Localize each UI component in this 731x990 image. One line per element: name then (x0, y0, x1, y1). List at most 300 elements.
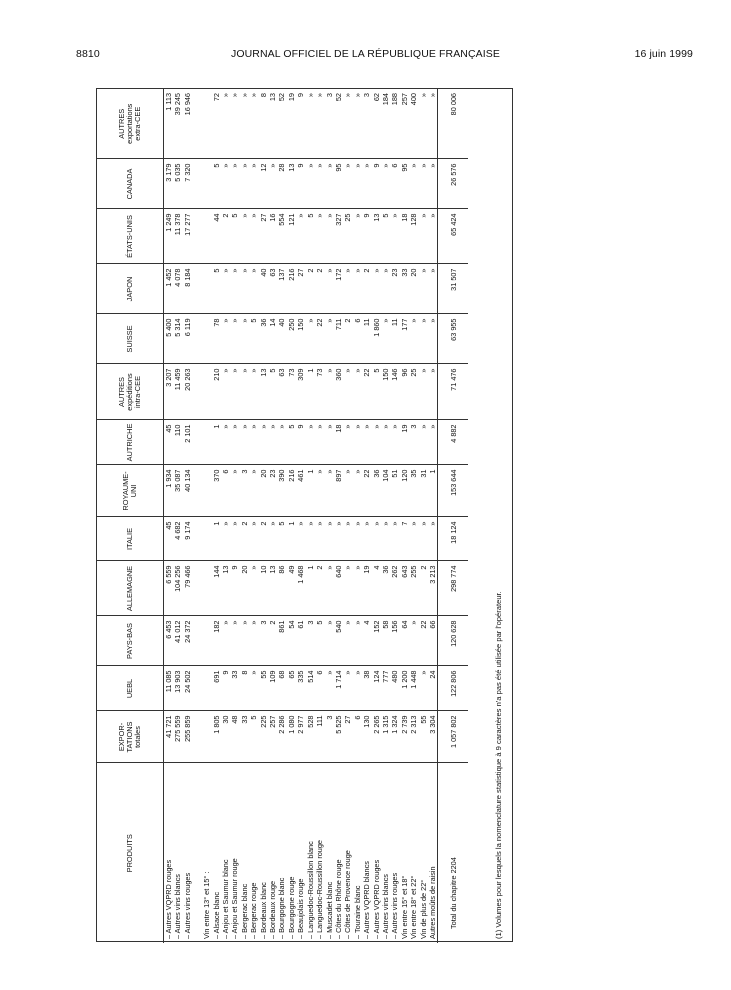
product-cell: Vin entre 15° et 18° (399, 875, 409, 939)
value-cell: 55 (259, 666, 268, 711)
value-cell: 897 (334, 465, 343, 517)
value-cell: » (353, 517, 362, 561)
value-cell: 257 (400, 89, 409, 159)
value-cell: 2 (419, 561, 428, 616)
value-cell: 11 459 (173, 364, 182, 420)
value-cell (202, 420, 211, 465)
value-cell: » (249, 561, 258, 616)
value-cell: » (325, 159, 334, 209)
value-cell: 150 (296, 314, 305, 364)
value-cell: » (409, 159, 418, 209)
value-cell: » (419, 89, 428, 159)
value-cell: 23 (390, 264, 399, 314)
value-cell: » (315, 517, 324, 561)
value-cell: 2 739 (400, 711, 409, 763)
value-cell: » (315, 89, 324, 159)
value-cell: 1 934 (164, 465, 174, 517)
value-cell: 3 (362, 89, 371, 159)
value-cell: » (268, 159, 277, 209)
value-cell: 41 012 (173, 616, 182, 666)
table-row (259, 89, 268, 943)
value-cell: 5 (212, 159, 221, 209)
table-row (353, 89, 362, 943)
value-cell: » (249, 89, 258, 159)
value-cell: 5 (381, 209, 390, 264)
value-cell: 691 (212, 666, 221, 711)
value-cell: 5 (372, 364, 381, 420)
value-cell: 2 265 (372, 711, 381, 763)
value-cell (202, 159, 211, 209)
value-cell: 63 (268, 264, 277, 314)
value-cell: 16 946 (183, 89, 192, 159)
value-cell: 216 (287, 264, 296, 314)
value-cell: » (343, 159, 352, 209)
value-cell: 309 (296, 364, 305, 420)
value-cell: 2 101 (183, 420, 192, 465)
value-cell: » (221, 420, 230, 465)
value-cell: 184 (381, 89, 390, 159)
value-cell: 36 (259, 314, 268, 364)
value-cell: 19 (400, 420, 409, 465)
product-cell: – Anjou et Saumur blanc (221, 859, 231, 939)
value-cell: 33 (240, 711, 249, 763)
table-row (306, 89, 315, 943)
value-cell: 33 (230, 666, 239, 711)
value-cell: 61 (296, 616, 305, 666)
table-row (240, 89, 249, 943)
value-cell: 5 400 (164, 314, 174, 364)
value-cell: 35 087 (173, 465, 182, 517)
value-cell: » (221, 159, 230, 209)
value-cell: 250 (287, 314, 296, 364)
value-cell: » (240, 209, 249, 264)
value-cell: 33 (400, 264, 409, 314)
value-cell: 104 256 (173, 561, 182, 616)
table-row (268, 89, 277, 943)
product-cell: – Autres vins rouges (182, 872, 192, 939)
value-cell: 45 (164, 420, 174, 465)
product-cell: – Autres VQPRD rouges (164, 859, 173, 939)
value-cell: 1 (306, 465, 315, 517)
product-cell: – Autres vins blancs (173, 874, 183, 939)
value-cell: » (372, 264, 381, 314)
value-cell: 9 (221, 666, 230, 711)
table-row (362, 89, 371, 943)
value-cell: 152 (372, 616, 381, 666)
value-cell: 8 (240, 666, 249, 711)
value-cell: 2 (240, 517, 249, 561)
value-cell: 182 (212, 616, 221, 666)
value-cell: 861 (277, 616, 286, 666)
value-cell: » (428, 517, 438, 561)
column-header: ITALIE (97, 517, 164, 561)
value-cell: 5 035 (173, 159, 182, 209)
table-row (249, 89, 258, 943)
value-cell: » (240, 420, 249, 465)
table-header-row (97, 89, 164, 943)
value-cell (192, 666, 202, 711)
value-cell: » (343, 465, 352, 517)
product-cell: – Bordeaux blanc (258, 882, 268, 939)
value-cell: 137 (277, 264, 286, 314)
value-cell: 643 (400, 561, 409, 616)
value-cell: » (353, 616, 362, 666)
value-cell: » (428, 89, 438, 159)
value-cell: 4 682 (173, 517, 182, 561)
value-cell: » (240, 616, 249, 666)
value-cell: 20 (409, 264, 418, 314)
total-label: Total du chapitre 2204 (438, 763, 469, 943)
value-cell: 1 805 (212, 711, 221, 763)
value-cell: 777 (381, 666, 390, 711)
value-cell: » (306, 420, 315, 465)
value-cell: 1 468 (296, 561, 305, 616)
column-header: AUTRES exportations extra-CEE (97, 89, 164, 159)
value-cell: » (268, 420, 277, 465)
value-cell (202, 209, 211, 264)
value-cell: 121 (287, 209, 296, 264)
value-cell: 5 (249, 711, 258, 763)
value-cell: 48 (230, 711, 239, 763)
table-row (192, 89, 202, 943)
value-cell: » (390, 420, 399, 465)
value-cell: 5 314 (173, 314, 182, 364)
value-cell (192, 264, 202, 314)
journal-title: JOURNAL OFFICIEL DE LA RÉPUBLIQUE FRANÇAISE (231, 48, 500, 60)
table-row (372, 89, 381, 943)
value-cell: » (428, 420, 438, 465)
value-cell: 3 (259, 616, 268, 666)
value-cell: 640 (334, 561, 343, 616)
value-cell: 216 (287, 465, 296, 517)
table-row (221, 89, 230, 943)
value-cell: 9 (296, 89, 305, 159)
value-cell: » (249, 616, 258, 666)
column-header: UEBL (97, 666, 164, 711)
value-cell: 6 119 (183, 314, 192, 364)
product-cell: – Côtes du Rhône rouge (333, 859, 343, 939)
value-cell: 54 (287, 616, 296, 666)
value-cell: 146 (390, 364, 399, 420)
value-cell: 172 (334, 264, 343, 314)
value-cell (192, 314, 202, 364)
value-cell: 11 378 (173, 209, 182, 264)
value-cell: 19 (287, 89, 296, 159)
product-cell: – Languedoc-Roussillon blanc (305, 841, 315, 939)
value-cell (202, 666, 211, 711)
value-cell: 360 (334, 364, 343, 420)
value-cell: » (419, 517, 428, 561)
value-cell: 124 (372, 666, 381, 711)
value-cell: 38 (362, 666, 371, 711)
value-cell (202, 364, 211, 420)
value-cell: » (343, 666, 352, 711)
value-cell: » (325, 209, 334, 264)
value-cell (202, 264, 211, 314)
value-cell: 1 200 (400, 666, 409, 711)
value-cell: 58 (381, 616, 390, 666)
value-cell: 1 (306, 561, 315, 616)
value-cell: 2 (315, 561, 324, 616)
value-cell: » (419, 666, 428, 711)
value-cell: 109 (268, 666, 277, 711)
value-cell: » (221, 616, 230, 666)
value-cell: » (353, 465, 362, 517)
value-cell: 1 249 (164, 209, 174, 264)
page-number: 8810 (76, 48, 100, 60)
table-row (325, 89, 334, 943)
value-cell: » (353, 209, 362, 264)
product-cell: – Muscadet blanc (324, 881, 334, 939)
value-cell: 3 207 (164, 364, 174, 420)
value-cell: » (221, 364, 230, 420)
value-cell: » (428, 209, 438, 264)
value-cell: 45 (164, 517, 174, 561)
value-cell: 3 179 (164, 159, 174, 209)
value-cell: » (390, 517, 399, 561)
value-cell: 120 (400, 465, 409, 517)
value-cell: 20 (240, 561, 249, 616)
value-cell: » (343, 264, 352, 314)
value-cell: » (249, 420, 258, 465)
total-value: 4 882 (438, 420, 469, 465)
value-cell: 95 (400, 159, 409, 209)
value-cell: 514 (306, 666, 315, 711)
table-row (173, 89, 182, 943)
value-cell: 4 (362, 616, 371, 666)
value-cell: 554 (277, 209, 286, 264)
product-cell: Vin entre 18° et 22° (409, 875, 419, 939)
value-cell: » (390, 209, 399, 264)
value-cell: » (428, 364, 438, 420)
value-cell: 22 (362, 364, 371, 420)
value-cell: 188 (390, 89, 399, 159)
value-cell: 2 (306, 264, 315, 314)
value-cell: 55 (419, 711, 428, 763)
value-cell: 17 277 (183, 209, 192, 264)
value-cell: 5 (230, 209, 239, 264)
value-cell: » (221, 89, 230, 159)
value-cell: 6 (315, 666, 324, 711)
value-cell: » (230, 364, 239, 420)
value-cell: » (259, 420, 268, 465)
value-cell: 1 113 (164, 89, 174, 159)
value-cell: 86 (277, 561, 286, 616)
value-cell: » (325, 517, 334, 561)
value-cell: 41 721 (164, 711, 174, 763)
value-cell: 51 (390, 465, 399, 517)
value-cell: » (343, 89, 352, 159)
value-cell: 35 (409, 465, 418, 517)
value-cell: 13 903 (173, 666, 182, 711)
value-cell: 177 (400, 314, 409, 364)
value-cell: » (353, 364, 362, 420)
value-cell: 23 (268, 465, 277, 517)
export-table (97, 89, 468, 943)
value-cell: » (325, 314, 334, 364)
value-cell: » (381, 159, 390, 209)
value-cell: 6 559 (164, 561, 174, 616)
value-cell: 262 (390, 561, 399, 616)
total-value: 153 644 (438, 465, 469, 517)
value-cell: 11 (390, 314, 399, 364)
table-row (343, 89, 352, 943)
value-cell: 40 134 (183, 465, 192, 517)
value-cell: 255 859 (183, 711, 192, 763)
value-cell: 25 (343, 209, 352, 264)
value-cell: » (428, 314, 438, 364)
value-cell: 24 502 (183, 666, 192, 711)
value-cell: » (419, 209, 428, 264)
value-cell: 63 (277, 364, 286, 420)
value-cell: 18 (334, 420, 343, 465)
value-cell: 13 (221, 561, 230, 616)
value-cell: 6 (353, 314, 362, 364)
value-cell: 24 (428, 666, 438, 711)
value-cell: » (372, 420, 381, 465)
total-value: 122 806 (438, 666, 469, 711)
value-cell: 13 (287, 159, 296, 209)
value-cell: » (268, 517, 277, 561)
value-cell: » (372, 517, 381, 561)
table-row (164, 89, 174, 943)
product-cell: – Bourgogne rouge (286, 876, 296, 939)
value-cell: 1 324 (390, 711, 399, 763)
value-cell: 11 085 (164, 666, 174, 711)
value-cell: 3 (306, 616, 315, 666)
column-header: AUTRICHE (97, 420, 164, 465)
value-cell: » (419, 420, 428, 465)
value-cell: 9 (296, 159, 305, 209)
table-row (400, 89, 409, 943)
value-cell: » (240, 314, 249, 364)
value-cell (202, 314, 211, 364)
value-cell (192, 517, 202, 561)
value-cell: 68 (277, 666, 286, 711)
value-cell: » (296, 517, 305, 561)
column-header: SUISSE (97, 314, 164, 364)
table-row (183, 89, 192, 943)
value-cell: » (334, 517, 343, 561)
value-cell: 5 (277, 517, 286, 561)
rotated-table-frame (96, 88, 513, 942)
product-cell: – Languedoc-Roussillon rouge (315, 840, 325, 939)
value-cell: 5 (268, 364, 277, 420)
value-cell: 6 453 (164, 616, 174, 666)
value-cell: 128 (409, 209, 418, 264)
value-cell: 111 (315, 711, 324, 763)
value-cell: 18 (400, 209, 409, 264)
table-row (428, 89, 438, 943)
value-cell: 66 (428, 616, 438, 666)
publication-date: 16 juin 1999 (634, 48, 693, 60)
total-value: 1 057 802 (438, 711, 469, 763)
value-cell: 210 (212, 364, 221, 420)
value-cell: » (325, 666, 334, 711)
value-cell: » (419, 364, 428, 420)
value-cell: 255 (409, 561, 418, 616)
value-cell: » (381, 314, 390, 364)
value-cell: 52 (277, 89, 286, 159)
value-cell: » (240, 364, 249, 420)
value-cell: » (230, 420, 239, 465)
value-cell (192, 616, 202, 666)
value-cell: 1 080 (287, 711, 296, 763)
value-cell: » (249, 517, 258, 561)
value-cell: » (428, 159, 438, 209)
value-cell: 1 (212, 517, 221, 561)
value-cell: » (353, 561, 362, 616)
value-cell: 19 (362, 561, 371, 616)
product-cell: – Autres vins blancs (380, 874, 390, 939)
value-cell: 22 (315, 314, 324, 364)
product-cell: Vin entre 13° et 15° : (202, 871, 212, 939)
value-cell: 1 (306, 364, 315, 420)
value-cell: » (306, 89, 315, 159)
table-row (296, 89, 305, 943)
value-cell: » (362, 420, 371, 465)
value-cell: » (343, 517, 352, 561)
value-cell: 2 (259, 517, 268, 561)
value-cell: » (381, 517, 390, 561)
value-cell: 6 (390, 159, 399, 209)
value-cell (192, 159, 202, 209)
value-cell: 9 (296, 420, 305, 465)
value-cell: 711 (334, 314, 343, 364)
value-cell: 79 466 (183, 561, 192, 616)
total-value: 80 006 (438, 89, 469, 159)
value-cell: » (221, 264, 230, 314)
value-cell: 225 (259, 711, 268, 763)
value-cell: 52 (334, 89, 343, 159)
total-value: 18 124 (438, 517, 469, 561)
value-cell: » (296, 209, 305, 264)
value-cell: 400 (409, 89, 418, 159)
table-row (202, 89, 211, 943)
value-cell (192, 209, 202, 264)
value-cell: 4 (372, 561, 381, 616)
column-header: ÉTATS-UNIS (97, 209, 164, 264)
value-cell: » (230, 517, 239, 561)
product-cell: – Autres VQPRD rouges (371, 859, 381, 939)
value-cell: 1 (212, 420, 221, 465)
value-cell: » (353, 89, 362, 159)
value-cell: 370 (212, 465, 221, 517)
column-header: PRODUITS (97, 763, 164, 943)
product-cell: Vin de plus de 22° (418, 879, 428, 939)
column-header: CANADA (97, 159, 164, 209)
value-cell (202, 517, 211, 561)
value-cell: 5 (315, 616, 324, 666)
value-cell: » (325, 616, 334, 666)
value-cell: 72 (212, 89, 221, 159)
value-cell: 1 452 (164, 264, 174, 314)
value-cell (202, 561, 211, 616)
value-cell: 31 (419, 465, 428, 517)
value-cell: 44 (212, 209, 221, 264)
value-cell: 95 (334, 159, 343, 209)
value-cell: 144 (212, 561, 221, 616)
value-cell: 16 (268, 209, 277, 264)
product-cell: – Bergerac blanc (239, 883, 249, 939)
value-cell: » (240, 159, 249, 209)
value-cell: » (419, 314, 428, 364)
value-cell: » (230, 314, 239, 364)
value-cell: 3 304 (428, 711, 438, 763)
value-cell: » (343, 364, 352, 420)
value-cell: » (230, 264, 239, 314)
value-cell: 6 (353, 711, 362, 763)
